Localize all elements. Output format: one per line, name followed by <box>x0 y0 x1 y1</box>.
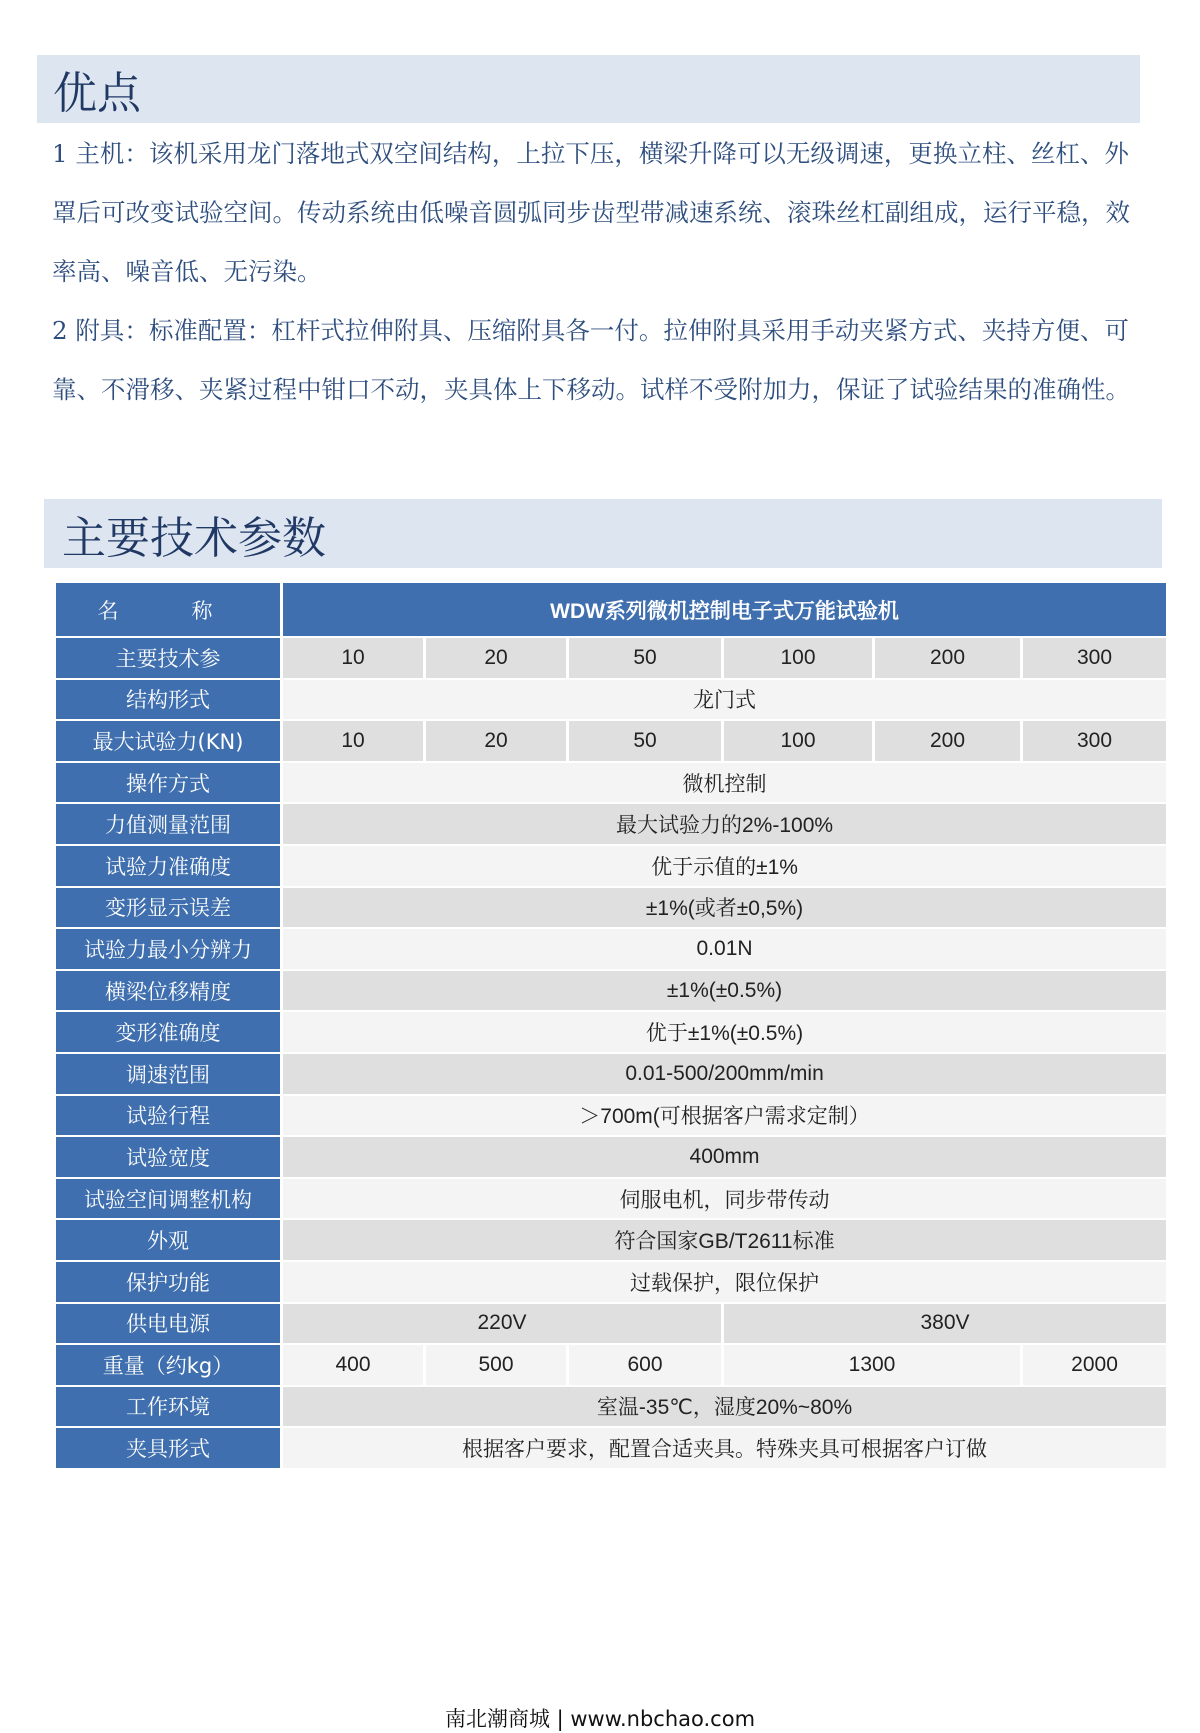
row-label: 试验力准确度 <box>56 846 280 886</box>
row-label: 横梁位移精度 <box>56 971 280 1011</box>
row-label: 试验力最小分辨力 <box>56 929 280 969</box>
table-row <box>56 638 1166 678</box>
table-cell: 优于±1%(±0.5%) <box>283 1012 1166 1052</box>
table-title-row <box>56 583 1166 636</box>
table-row <box>56 929 1166 969</box>
table-cell: ＞700m(可根据客户需求定制） <box>283 1096 1166 1136</box>
table-row <box>56 763 1166 803</box>
row-label: 最大试验力(KN) <box>56 721 280 761</box>
table-cell: 0.01-500/200mm/min <box>283 1054 1166 1094</box>
table-cell: 10 <box>283 721 423 761</box>
advantages-title: 优点 <box>53 68 141 119</box>
table-cell: 最大试验力的2%-100% <box>283 804 1166 844</box>
table-row <box>56 1096 1166 1136</box>
row-label: 试验空间调整机构 <box>56 1179 280 1219</box>
table-cell: 室温-35℃，湿度20%~80% <box>283 1387 1166 1427</box>
paragraph-main-unit: 1 主机：该机采用龙门落地式双空间结构，上拉下压，横梁升降可以无级调速，更换立柱、丝杠、外罩后可改变试验空间。传动系统由低噪音圆弧同步齿型带减速系统、滚珠丝杠副组成，运行平稳，效率高、噪音低、无污染。 <box>52 139 1130 286</box>
table-row <box>56 888 1166 928</box>
row-label: 供电电源 <box>56 1304 280 1344</box>
table-cell: ±1%(或者±0,5%) <box>283 888 1166 928</box>
footer: 南北潮商城 | www.nbchao.com <box>444 1707 756 1731</box>
table-cell: 20 <box>426 638 566 678</box>
table-row <box>56 1304 1166 1344</box>
table-row <box>56 1179 1166 1219</box>
table-cell: 400mm <box>283 1137 1166 1177</box>
table-cell: 100 <box>724 638 872 678</box>
row-label: 调速范围 <box>56 1054 280 1094</box>
table-row <box>56 971 1166 1011</box>
table-row <box>56 1137 1166 1177</box>
table-cell: 根据客户要求，配置合适夹具。特殊夹具可根据客户订做 <box>283 1428 1166 1468</box>
row-label: 变形准确度 <box>56 1012 280 1052</box>
name-label-cell <box>56 583 280 636</box>
table-cell: 过载保护，限位保护 <box>283 1262 1166 1302</box>
row-label: 工作环境 <box>56 1387 280 1427</box>
row-label: 重量（约kg） <box>56 1345 280 1385</box>
table-row <box>56 804 1166 844</box>
advantages-text <box>52 124 1132 419</box>
table-row <box>56 1220 1166 1260</box>
table-cell: 0.01N <box>283 929 1166 969</box>
row-label: 操作方式 <box>56 763 280 803</box>
table-row <box>56 1428 1166 1468</box>
spec-table <box>53 581 1169 1470</box>
table-cell: 220V <box>283 1304 721 1344</box>
table-row <box>56 846 1166 886</box>
table-cell: 50 <box>569 638 721 678</box>
row-label: 力值测量范围 <box>56 804 280 844</box>
table-row <box>56 680 1166 720</box>
row-label: 试验行程 <box>56 1096 280 1136</box>
table-cell: 伺服电机，同步带传动 <box>283 1179 1166 1219</box>
table-cell: 1300 <box>724 1345 1020 1385</box>
row-label: 试验宽度 <box>56 1137 280 1177</box>
row-label: 变形显示误差 <box>56 888 280 928</box>
row-label: 主要技术参 <box>56 638 280 678</box>
table-cell: 600 <box>569 1345 721 1385</box>
table-cell: 100 <box>724 721 872 761</box>
table-cell: 50 <box>569 721 721 761</box>
table-cell: 龙门式 <box>283 680 1166 720</box>
table-cell: 200 <box>875 638 1020 678</box>
table-cell: ±1%(±0.5%) <box>283 971 1166 1011</box>
table-cell: 微机控制 <box>283 763 1166 803</box>
table-row <box>56 1054 1166 1094</box>
table-cell: 10 <box>283 638 423 678</box>
row-label: 外观 <box>56 1220 280 1260</box>
table-row <box>56 1262 1166 1302</box>
table-row <box>56 721 1166 761</box>
specs-title: 主要技术参数 <box>62 512 326 564</box>
table-cell: 20 <box>426 721 566 761</box>
paragraph-accessories: 2 附具：标准配置：杠杆式拉伸附具、压缩附具各一付。拉伸附具采用手动夹紧方式、夹持方便、可靠、不滑移、夹紧过程中钳口不动，夹具体上下移动。试样不受附加力，保证了试验结果的准确性。 <box>52 316 1130 404</box>
advantages-header <box>37 55 1140 123</box>
table-row <box>56 1345 1166 1385</box>
table-cell: 200 <box>875 721 1020 761</box>
table-row <box>56 1387 1166 1427</box>
row-label: 保护功能 <box>56 1262 280 1302</box>
table-cell: 优于示值的±1% <box>283 846 1166 886</box>
table-cell: 2000 <box>1023 1345 1166 1385</box>
table-cell: 380V <box>724 1304 1166 1344</box>
specs-header <box>44 499 1162 568</box>
row-label: 结构形式 <box>56 680 280 720</box>
name-label: 名 称 <box>97 599 239 623</box>
table-row <box>56 1012 1166 1052</box>
table-cell: 300 <box>1023 721 1166 761</box>
table-cell: 400 <box>283 1345 423 1385</box>
table-cell: 300 <box>1023 638 1166 678</box>
table-cell: 符合国家GB/T2611标准 <box>283 1220 1166 1260</box>
table-cell: 500 <box>426 1345 566 1385</box>
row-label: 夹具形式 <box>56 1428 280 1468</box>
product-name-cell: WDW系列微机控制电子式万能试验机 <box>283 583 1166 636</box>
